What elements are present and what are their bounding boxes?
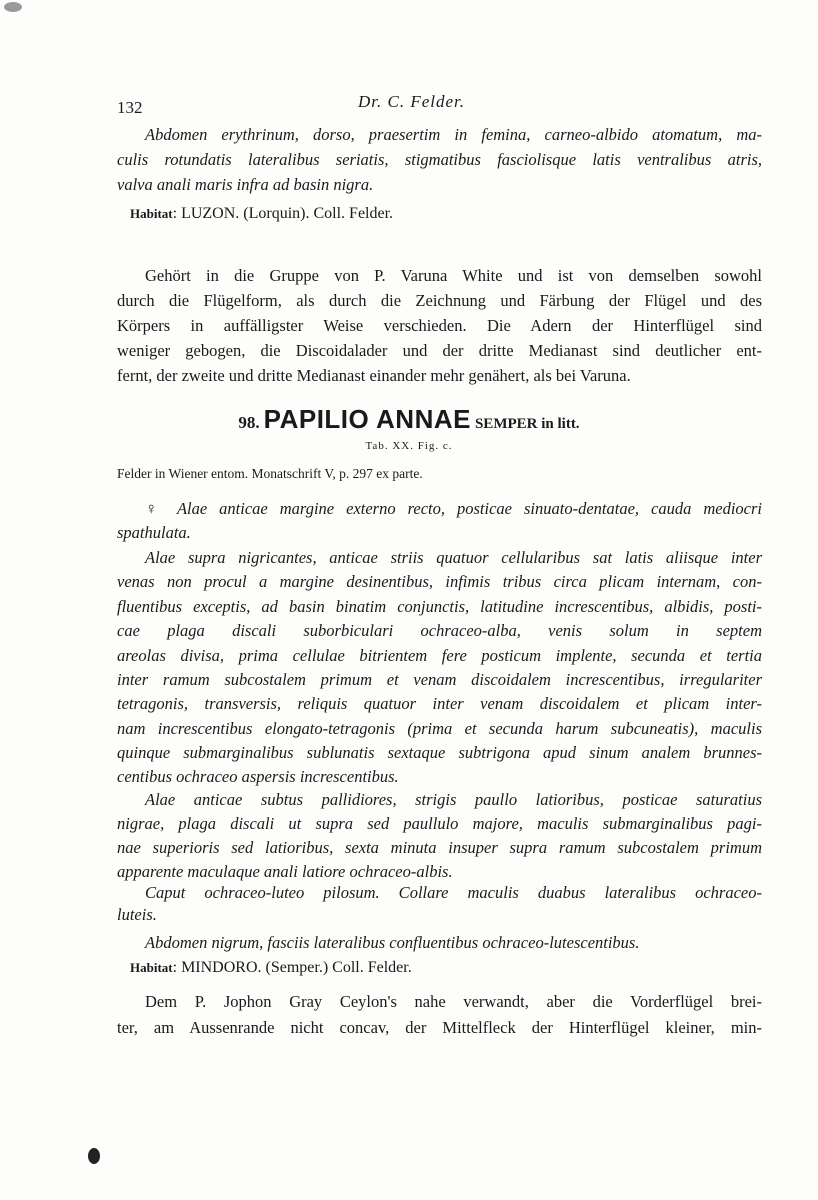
species-name: PAPILIO ANNAE [263, 404, 471, 434]
text-line: apparente maculaque anali latiore ochraceo-albis. [117, 862, 453, 881]
text-line: Alae anticae subtus pallidiores, strigis paullo latioribus, posticae saturatius [145, 790, 762, 809]
species-author: SEMPER in litt. [474, 416, 580, 432]
habitat-label: Habitat [130, 960, 173, 975]
text-line: Abdomen nigrum, fasciis lateralibus confluentibus ochraceo-lutescentibus. [145, 933, 640, 952]
text-line: ter, am Aussenrande nicht concav, der Mittelfleck der Hinterflügel kleiner, min- [117, 1018, 762, 1037]
text-line: centibus ochraceo aspersis increscentibus. [117, 767, 399, 786]
text-line: ♀ Alae anticae margine externo recto, posticae sinuato-dentatae, cauda mediocri [145, 499, 762, 518]
page-number: 132 [117, 98, 143, 117]
text-line: fernt, der zweite und dritte Medianast einander mehr genähert, als bei Varuna. [117, 366, 631, 385]
text-line: spathulata. [117, 523, 191, 542]
text-line: Caput ochraceo-luteo pilosum. Collare maculis duabus lateralibus ochraceo- [145, 883, 762, 902]
text-line: nae superioris sed latioribus, sexta minuta insuper supra ramum subcostalem primum [117, 838, 762, 857]
text-line: Alae supra nigricantes, anticae striis quatuor cellularibus sat latis aliisque inter [145, 548, 762, 567]
species-heading [0, 404, 818, 435]
text-line: weniger gebogen, die Discoidalader und der dritte Medianast sind deutlicher ent- [117, 341, 762, 360]
text-line: tetragonis, transversis, reliquis quatuor inter venam discoidalem et plicam inter- [117, 694, 762, 713]
text-line: culis rotundatis lateralibus seriatis, stigmatibus fasciolisque latis ventralibus atris, [117, 150, 762, 169]
text-line: Gehört in die Gruppe von P. Varuna White und ist von demselben sowohl [145, 266, 762, 285]
habitat-label: Habitat [130, 206, 173, 221]
text-line: quinque submarginalibus sublunatis sextaque subtrigona apud sinum analem brunnes- [117, 743, 762, 762]
text-line: luteis. [117, 905, 157, 924]
text-line: durch die Flügelform, als durch die Zeichnung und Färbung der Flügel und des [117, 291, 762, 310]
text-line: fluentibus exceptis, ad basin binatim conjunctis, latitudine increscentibus, albidis, posti- [117, 597, 762, 616]
text-line: nigrae, plaga discali ut supra sed paullulo majore, maculis submarginalibus pagi- [117, 814, 762, 833]
habitat-luzon [130, 205, 393, 223]
species-number: 98. [238, 413, 260, 432]
scan-speck [88, 1148, 100, 1164]
text-line: Körpers in auffälligster Weise verschieden. Die Adern der Hinterflügel sind [117, 316, 762, 335]
literature-reference: Felder in Wiener entom. Monatschrift V, p. 297 ex parte. [117, 466, 423, 481]
text-line: inter ramum subcostalem primum et venam discoidalem increscentibus, irregulariter [117, 670, 762, 689]
text-line: areolas divisa, prima cellulae bitrientem fere posticum implente, secunda et tertia [117, 646, 762, 665]
scan-speck [4, 2, 22, 12]
text-line: valva anali maris infra ad basin nigra. [117, 175, 374, 194]
habitat-mindoro [130, 959, 412, 977]
habitat-text: : MINDORO. (Semper.) Coll. Felder. [172, 959, 412, 976]
text-line: cae plaga discali suborbiculari ochraceo-alba, venis solum in septem [117, 621, 762, 640]
habitat-text: : LUZON. (Lorquin). Coll. Felder. [172, 205, 394, 222]
running-title: Dr. C. Felder. [358, 92, 466, 111]
text-line: Abdomen erythrinum, dorso, praesertim in femina, carneo-albido atomatum, ma- [145, 125, 762, 144]
text-line: Dem P. Jophon Gray Ceylon's nahe verwandt, aber die Vorderflügel brei- [145, 992, 762, 1011]
text-line: venas non procul a margine desinentibus, infimis tribus circa plicam internam, con- [117, 572, 762, 591]
text-line: nam increscentibus elongato-tetragonis (prima et secunda harum subcuneatis), maculis [117, 719, 762, 738]
plate-reference: Tab. XX. Fig. c. [365, 440, 453, 452]
